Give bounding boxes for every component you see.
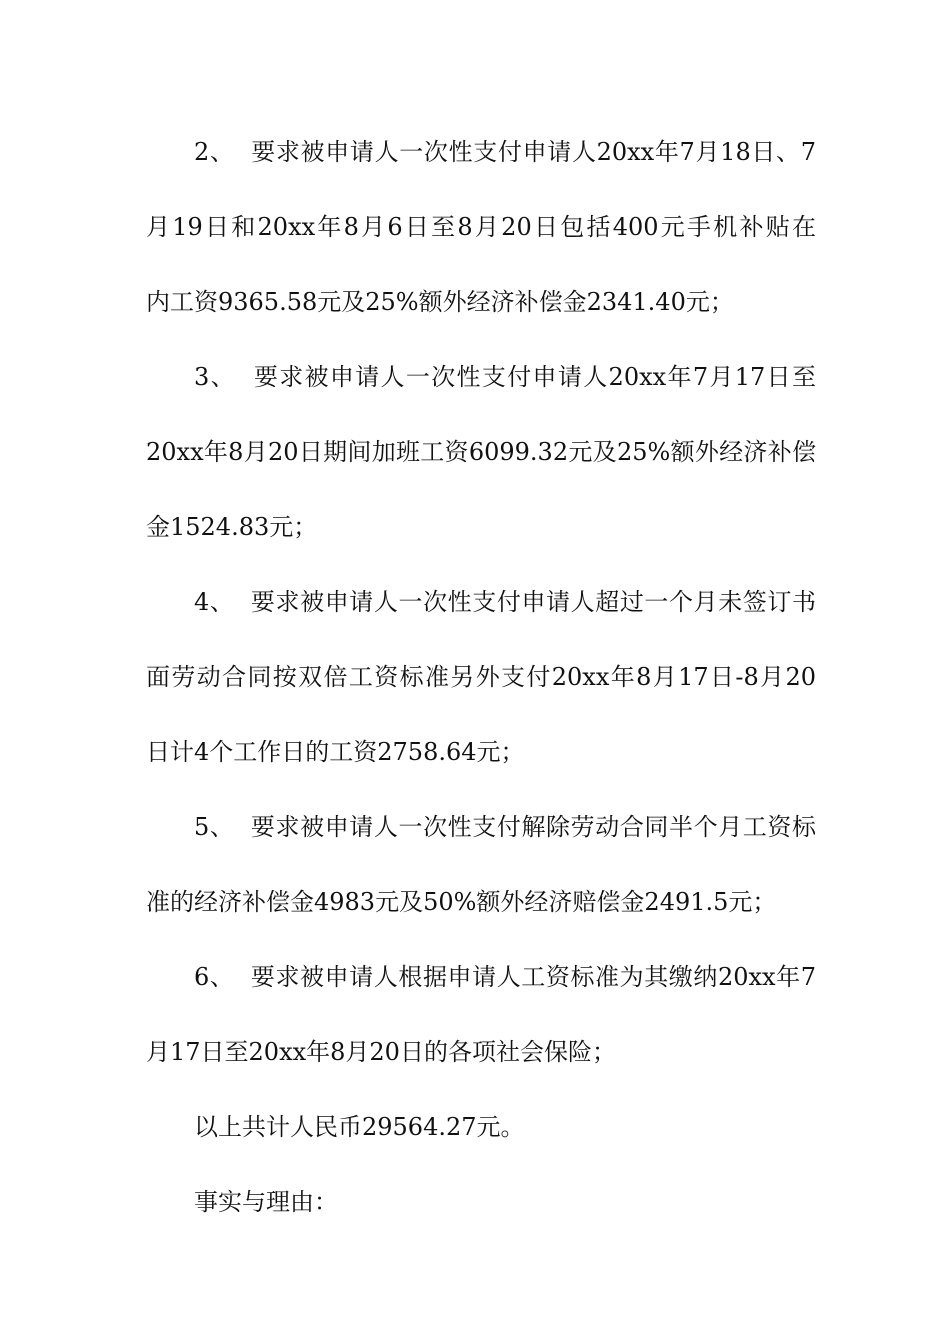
text-line: 面劳动合同按双倍工资标准另外支付20xx年8月17日-8月20 bbox=[146, 663, 816, 691]
text-line: 3、 要求被申请人一次性支付申请人20xx年7月17日至 bbox=[194, 363, 816, 391]
text-line: 4、 要求被申请人一次性支付申请人超过一个月未签订书 bbox=[194, 588, 816, 616]
text-line: 日计4个工作日的工资2758.64元； bbox=[146, 738, 525, 766]
text-line: 20xx年8月20日期间加班工资6099.32元及25%额外经济补偿 bbox=[146, 438, 816, 466]
text-line: 月19日和20xx年8月6日至8月20日包括400元手机补贴在 bbox=[146, 213, 816, 241]
text-line: 6、 要求被申请人根据申请人工资标准为其缴纳20xx年7 bbox=[194, 963, 816, 991]
text-line: 金1524.83元； bbox=[146, 513, 318, 541]
text-line: 内工资9365.58元及25%额外经济补偿金2341.40元； bbox=[146, 288, 734, 316]
text-line: 准的经济补偿金4983元及50%额外经济赔偿金2491.5元； bbox=[146, 888, 777, 916]
total-line: 以上共计人民币29564.27元。 bbox=[194, 1113, 525, 1141]
text-line: 2、 要求被申请人一次性支付申请人20xx年7月18日、7 bbox=[194, 138, 816, 166]
text-line: 5、 要求被申请人一次性支付解除劳动合同半个月工资标 bbox=[194, 813, 816, 841]
section-heading: 事实与理由： bbox=[194, 1188, 338, 1216]
text-line: 月17日至20xx年8月20日的各项社会保险； bbox=[146, 1038, 616, 1066]
